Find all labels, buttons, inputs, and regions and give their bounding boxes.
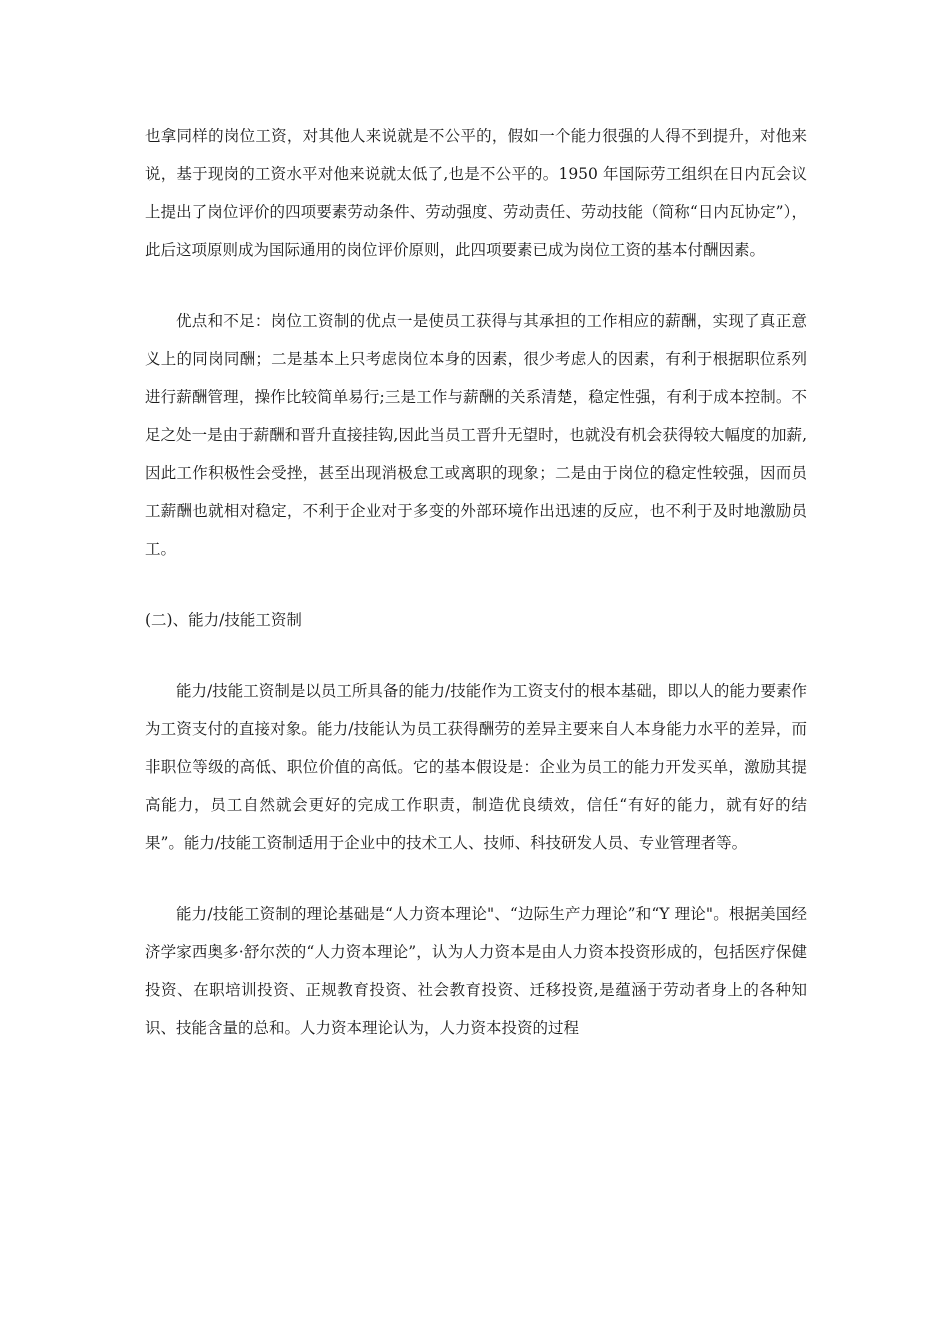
- document-body: [145, 117, 807, 1047]
- paragraph-spacer: [145, 862, 807, 895]
- paragraph-spacer: [145, 269, 807, 302]
- paragraph-skill-pay-theory: 能力/技能工资制的理论基础是“人力资本理论"、“边际生产力理论”和“Y 理论"。根据美国经济学家西奥多·舒尔茨的“人力资本理论”，认为人力资本是由人力资本投资形成的，包括医疗保健投资、在职培训投资、正规教育投资、社会教育投资、迁移投资,是蕴涵于劳动者身上的各种知识、技能含量的总和。人力资本理论认为，人力资本投资的过程: [145, 905, 807, 1037]
- section-heading: (二)、能力/技能工资制: [145, 611, 302, 629]
- paragraph-pros-and-cons: 优点和不足：岗位工资制的优点一是使员工获得与其承担的工作相应的薪酬，实现了真正意义上的同岗同酬；二是基本上只考虑岗位本身的因素，很少考虑人的因素，有利于根据职位系列进行薪酬管理，操作比较简单易行;三是工作与薪酬的关系清楚，稳定性强，有利于成本控制。不足之处一是由于薪酬和晋升直接挂钩,因此当员工晋升无望时，也就没有机会获得较大幅度的加薪,因此工作积极性会受挫，甚至出现消极怠工或离职的现象；二是由于岗位的稳定性较强，因而员工薪酬也就相对稳定，不利于企业对于多变的外部环境作出迅速的反应，也不利于及时地激励员工。: [145, 312, 807, 558]
- paragraph-job-pay-fairness: 也拿同样的岗位工资，对其他人来说就是不公平的，假如一个能力很强的人得不到提升，对他来说，基于现岗的工资水平对他来说就太低了,也是不公平的。1950 年国际劳工组织在日内瓦会议上提出了岗位评价的四项要素劳动条件、劳动强度、劳动责任、劳动技能（简称“日内瓦协定”），此后这项原则成为国际通用的岗位评价原则，此四项要素已成为岗位工资的基本付酬因素。: [145, 127, 807, 259]
- paragraph-skill-pay-definition: 能力/技能工资制是以员工所具备的能力/技能作为工资支付的根本基础，即以人的能力要素作为工资支付的直接对象。能力/技能认为员工获得酬劳的差异主要来自人本身能力水平的差异，而非职位等级的高低、职位价值的高低。它的基本假设是：企业为员工的能力开发买单，激励其提高能力，员工自然就会更好的完成工作职责，制造优良绩效，信任“有好的能力，就有好的结果”。能力/技能工资制适用于企业中的技术工人、技师、科技研发人员、专业管理者等。: [145, 682, 807, 852]
- paragraph-spacer: [145, 568, 807, 601]
- paragraph-spacer: [145, 639, 807, 672]
